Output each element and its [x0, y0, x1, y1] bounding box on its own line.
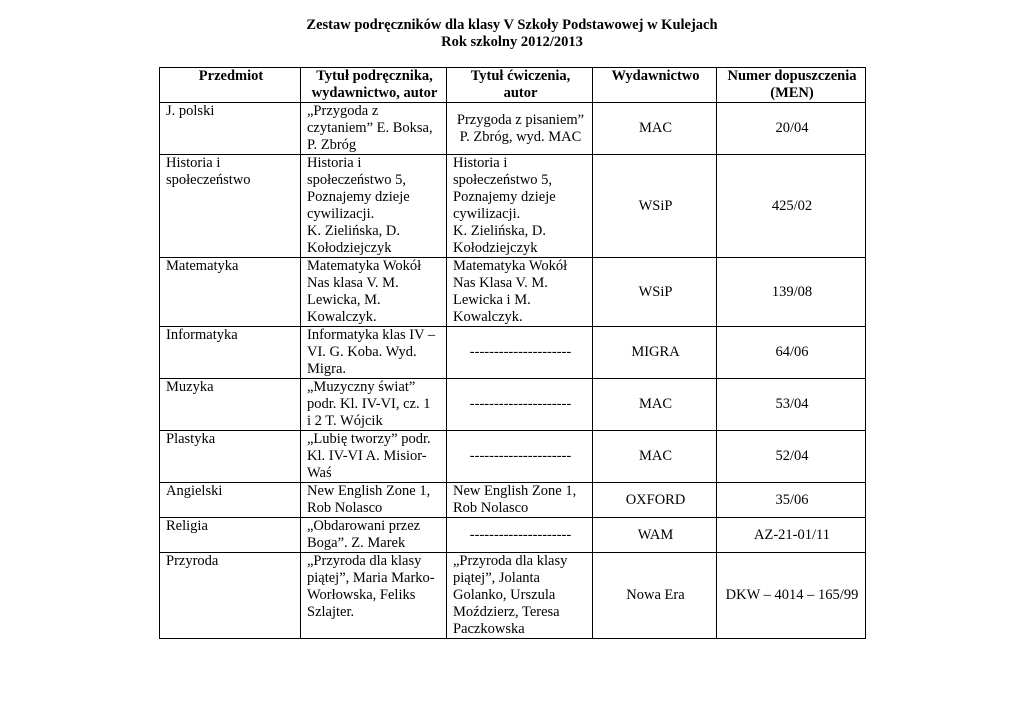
cell-textbook: „Obdarowani przez Boga”. Z. Marek — [301, 518, 447, 553]
table-header-row — [160, 68, 866, 103]
cell-approval: 139/08 — [717, 258, 866, 327]
table-row — [160, 258, 866, 327]
cell-subject: Plastyka — [160, 431, 301, 483]
table-row — [160, 379, 866, 431]
table-row — [160, 431, 866, 483]
cell-subject: J. polski — [160, 103, 301, 155]
cell-subject: Przyroda — [160, 553, 301, 639]
header-approval: Numer dopuszczenia (MEN) — [717, 68, 866, 103]
cell-publisher: OXFORD — [593, 483, 717, 518]
cell-publisher: WAM — [593, 518, 717, 553]
cell-publisher: MAC — [593, 379, 717, 431]
textbook-table — [159, 67, 866, 639]
cell-approval: 52/04 — [717, 431, 866, 483]
cell-textbook: New English Zone 1, Rob Nolasco — [301, 483, 447, 518]
cell-textbook: Informatyka klas IV – VI. G. Koba. Wyd. Migra. — [301, 327, 447, 379]
cell-exercise: --------------------- — [447, 327, 593, 379]
header-textbook: Tytuł podręcznika, wydawnictwo, autor — [301, 68, 447, 103]
cell-approval: 53/04 — [717, 379, 866, 431]
cell-approval: 64/06 — [717, 327, 866, 379]
cell-textbook: „Lubię tworzy” podr. Kl. IV-VI A. Misior- Waś — [301, 431, 447, 483]
cell-textbook: „Przygoda z czytaniem” E. Boksa, P. Zbróg — [301, 103, 447, 155]
cell-approval: 20/04 — [717, 103, 866, 155]
header-publisher: Wydawnictwo — [593, 68, 717, 103]
cell-exercise: Historia i społeczeństwo 5, Poznajemy dzieje cywilizacji. K. Zielińska, D. Kołodziejczyk — [447, 155, 593, 258]
cell-subject: Informatyka — [160, 327, 301, 379]
table-row — [160, 553, 866, 639]
cell-exercise: --------------------- — [447, 431, 593, 483]
cell-exercise: Przygoda z pisaniem” P. Zbróg, wyd. MAC — [447, 103, 593, 155]
cell-subject: Angielski — [160, 483, 301, 518]
cell-textbook: Matematyka Wokół Nas klasa V. M. Lewicka, M. Kowalczyk. — [301, 258, 447, 327]
header-subject: Przedmiot — [160, 68, 301, 103]
cell-publisher: MIGRA — [593, 327, 717, 379]
cell-publisher: MAC — [593, 103, 717, 155]
cell-approval: 425/02 — [717, 155, 866, 258]
cell-exercise: --------------------- — [447, 518, 593, 553]
cell-exercise: New English Zone 1, Rob Nolasco — [447, 483, 593, 518]
cell-exercise: --------------------- — [447, 379, 593, 431]
cell-publisher: WSiP — [593, 155, 717, 258]
table-row — [160, 518, 866, 553]
table-row — [160, 327, 866, 379]
title-line-1: Zestaw podręczników dla klasy V Szkoły Podstawowej w Kulejach — [306, 17, 718, 33]
cell-approval: 35/06 — [717, 483, 866, 518]
header-exercise: Tytuł ćwiczenia, autor — [447, 68, 593, 103]
cell-textbook: Historia i społeczeństwo 5, Poznajemy dzieje cywilizacji. K. Zielińska, D. Kołodziejczyk — [301, 155, 447, 258]
cell-subject: Matematyka — [160, 258, 301, 327]
cell-textbook: „Przyroda dla klasy piątej”, Maria Marko- Worłowska, Feliks Szlajter. — [301, 553, 447, 639]
cell-exercise: „Przyroda dla klasy piątej”, Jolanta Golanko, Urszula Moździerz, Teresa Paczkowska — [447, 553, 593, 639]
cell-subject: Muzyka — [160, 379, 301, 431]
cell-approval: AZ-21-01/11 — [717, 518, 866, 553]
table-row — [160, 103, 866, 155]
cell-publisher: Nowa Era — [593, 553, 717, 639]
cell-exercise: Matematyka Wokół Nas Klasa V. M. Lewicka i M. Kowalczyk. — [447, 258, 593, 327]
table-row — [160, 155, 866, 258]
cell-subject: Historia i społeczeństwo — [160, 155, 301, 258]
cell-subject: Religia — [160, 518, 301, 553]
cell-approval: DKW – 4014 – 165/99 — [717, 553, 866, 639]
document-title — [0, 17, 1024, 51]
title-line-2: Rok szkolny 2012/2013 — [441, 34, 583, 50]
cell-publisher: WSiP — [593, 258, 717, 327]
cell-publisher: MAC — [593, 431, 717, 483]
table-row — [160, 483, 866, 518]
cell-textbook: „Muzyczny świat” podr. Kl. IV-VI, cz. 1 i 2 T. Wójcik — [301, 379, 447, 431]
